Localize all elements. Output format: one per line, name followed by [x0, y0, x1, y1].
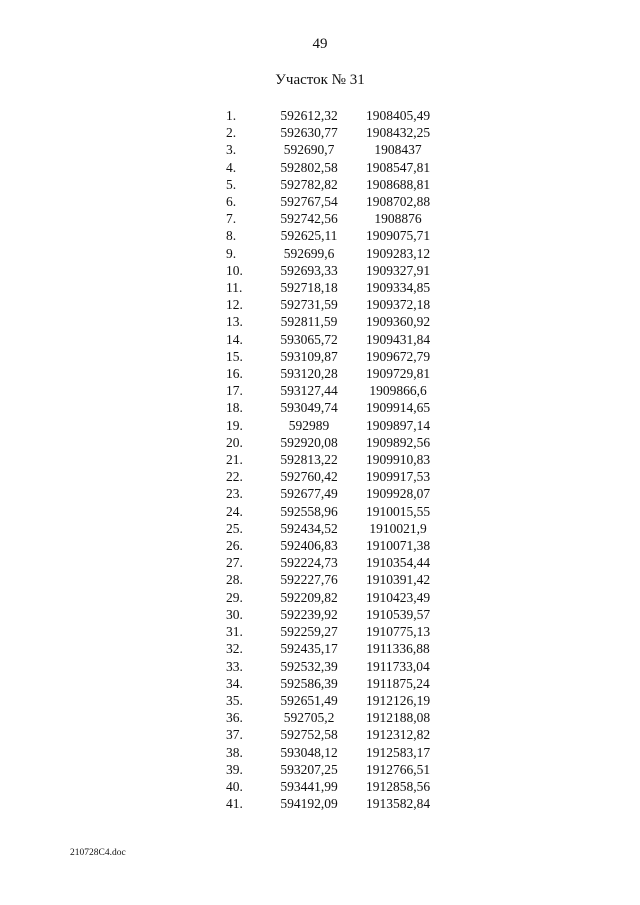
x-coordinate: 592586,39: [280, 675, 338, 691]
x-coordinate: 592718,18: [280, 280, 338, 296]
x-coordinate: 593120,28: [280, 366, 338, 382]
table-row: [226, 193, 440, 210]
x-coordinate: 592224,73: [280, 555, 338, 571]
y-coordinate: 1909917,53: [365, 469, 431, 485]
point-number: 6.: [226, 194, 237, 210]
y-coordinate: 1909327,91: [365, 262, 431, 278]
point-number: 19.: [226, 417, 243, 433]
table-row: [226, 744, 440, 761]
table-row: [226, 554, 440, 571]
x-coordinate: 593441,99: [280, 778, 338, 794]
x-coordinate: 592752,58: [280, 727, 338, 743]
point-number: 25.: [226, 520, 243, 536]
page-number: 49: [312, 36, 328, 52]
table-row: [226, 503, 440, 520]
x-coordinate: 592435,17: [280, 641, 338, 657]
y-coordinate: 1911875,24: [366, 675, 430, 691]
point-number: 37.: [226, 727, 243, 743]
point-number: 14.: [226, 331, 243, 347]
x-coordinate: 592811,59: [280, 314, 338, 330]
table-row: [226, 692, 440, 709]
x-coordinate: 592693,33: [280, 262, 338, 278]
x-coordinate: 592259,27: [280, 624, 338, 640]
y-coordinate: 1910539,57: [365, 606, 431, 622]
table-row: [226, 589, 440, 606]
table-row: [226, 159, 440, 176]
table-row: [226, 279, 440, 296]
y-coordinate: 1909075,71: [365, 228, 431, 244]
x-coordinate: 594192,09: [280, 796, 338, 812]
point-number: 10.: [226, 262, 243, 278]
x-coordinate: 593127,44: [280, 383, 338, 399]
x-coordinate: 592558,96: [280, 503, 338, 519]
table-row: [226, 245, 440, 262]
point-number: 17.: [226, 383, 243, 399]
point-number: 32.: [226, 641, 243, 657]
point-number: 24.: [226, 503, 243, 519]
table-row: [226, 365, 440, 382]
table-row: [226, 296, 440, 313]
y-coordinate: 1912126,19: [365, 692, 431, 708]
point-number: 11.: [226, 280, 243, 296]
table-row: [226, 262, 440, 279]
y-coordinate: 1909360,92: [365, 314, 431, 330]
table-row: [226, 313, 440, 330]
table-row: [226, 640, 440, 657]
table-row: [226, 176, 440, 193]
x-coordinate: 592760,42: [280, 469, 338, 485]
y-coordinate: 1910775,13: [365, 624, 431, 640]
table-row: [226, 107, 440, 124]
table-row: [226, 210, 440, 227]
point-number: 20.: [226, 434, 243, 450]
table-row: [226, 227, 440, 244]
y-coordinate: 1912312,82: [365, 727, 431, 743]
y-coordinate: 1909897,14: [365, 417, 431, 433]
y-coordinate: 1909431,84: [365, 331, 431, 347]
y-coordinate: 1908688,81: [365, 176, 431, 192]
y-coordinate: 1909892,56: [365, 434, 431, 450]
point-number: 18.: [226, 400, 243, 416]
x-coordinate: 592651,49: [280, 692, 338, 708]
x-coordinate: 592705,2: [283, 710, 335, 726]
point-number: 12.: [226, 297, 243, 313]
x-coordinate: 592920,08: [280, 434, 338, 450]
table-row: [226, 485, 440, 502]
table-row: [226, 417, 440, 434]
y-coordinate: 1910021,9: [369, 520, 427, 536]
y-coordinate: 1913582,84: [365, 796, 431, 812]
y-coordinate: 1912766,51: [365, 761, 431, 777]
y-coordinate: 1911733,04: [366, 658, 430, 674]
y-coordinate: 1909672,79: [365, 348, 431, 364]
point-number: 5.: [226, 176, 237, 192]
point-number: 35.: [226, 692, 243, 708]
coordinates-table-body: [226, 107, 440, 812]
y-coordinate: 1908437: [374, 142, 422, 158]
table-row: [226, 141, 440, 158]
y-coordinate: 1908405,49: [365, 108, 431, 123]
point-number: 29.: [226, 589, 243, 605]
table-row: [226, 795, 440, 812]
x-coordinate: 593065,72: [280, 331, 338, 347]
point-number: 31.: [226, 624, 243, 640]
y-coordinate: 1912188,08: [365, 710, 431, 726]
point-number: 1.: [226, 108, 237, 123]
table-row: [226, 434, 440, 451]
x-coordinate: 592782,82: [280, 176, 338, 192]
x-coordinate: 592690,7: [283, 142, 335, 158]
table-row: [226, 761, 440, 778]
point-number: 26.: [226, 538, 243, 554]
point-number: 38.: [226, 744, 243, 760]
x-coordinate: 593207,25: [280, 761, 338, 777]
point-number: 9.: [226, 245, 237, 261]
point-number: 34.: [226, 675, 243, 691]
point-number: 30.: [226, 606, 243, 622]
x-coordinate: 592813,22: [280, 452, 338, 468]
table-row: [226, 382, 440, 399]
point-number: 33.: [226, 658, 243, 674]
y-coordinate: 1910071,38: [365, 538, 431, 554]
y-coordinate: 1908432,25: [365, 125, 431, 141]
point-number: 40.: [226, 778, 243, 794]
table-row: [226, 658, 440, 675]
y-coordinate: 1909866,6: [369, 383, 427, 399]
y-coordinate: 1909283,12: [365, 245, 431, 261]
table-row: [226, 348, 440, 365]
y-coordinate: 1909910,83: [365, 452, 431, 468]
table-row: [226, 709, 440, 726]
table-row: [226, 778, 440, 795]
point-number: 4.: [226, 159, 237, 175]
y-coordinate: 1908876: [374, 211, 422, 227]
y-coordinate: 1911336,88: [366, 641, 430, 657]
point-number: 3.: [226, 142, 237, 158]
x-coordinate: 592625,11: [280, 228, 338, 244]
x-coordinate: 592802,58: [280, 159, 338, 175]
table-row: [226, 571, 440, 588]
x-coordinate: 592612,32: [280, 108, 338, 123]
x-coordinate: 592406,83: [280, 538, 338, 554]
y-coordinate: 1909928,07: [365, 486, 431, 502]
point-number: 13.: [226, 314, 243, 330]
table-row: [226, 537, 440, 554]
x-coordinate: 592239,92: [280, 606, 338, 622]
point-number: 8.: [226, 228, 237, 244]
point-number: 39.: [226, 761, 243, 777]
x-coordinate: 592227,76: [280, 572, 338, 588]
y-coordinate: 1909372,18: [365, 297, 431, 313]
coordinates-table: [226, 107, 440, 812]
point-number: 23.: [226, 486, 243, 502]
table-row: [226, 675, 440, 692]
x-coordinate: 592989: [288, 417, 330, 433]
x-coordinate: 592532,39: [280, 658, 338, 674]
y-coordinate: 1909729,81: [365, 366, 431, 382]
point-number: 21.: [226, 452, 243, 468]
x-coordinate: 593109,87: [280, 348, 338, 364]
footer-filename: 210728С4.doc: [70, 848, 126, 858]
table-row: [226, 124, 440, 141]
x-coordinate: 592699,6: [283, 245, 335, 261]
table-row: [226, 468, 440, 485]
y-coordinate: 1910423,49: [365, 589, 431, 605]
y-coordinate: 1908547,81: [365, 159, 431, 175]
y-coordinate: 1910354,44: [365, 555, 431, 571]
x-coordinate: 592630,77: [280, 125, 338, 141]
y-coordinate: 1910015,55: [365, 503, 431, 519]
point-number: 27.: [226, 555, 243, 571]
x-coordinate: 592767,54: [280, 194, 338, 210]
y-coordinate: 1909334,85: [365, 280, 431, 296]
point-number: 36.: [226, 710, 243, 726]
table-row: [226, 623, 440, 640]
point-number: 2.: [226, 125, 237, 141]
point-number: 16.: [226, 366, 243, 382]
table-row: [226, 520, 440, 537]
x-coordinate: 593048,12: [280, 744, 338, 760]
table-row: [226, 399, 440, 416]
point-number: 22.: [226, 469, 243, 485]
y-coordinate: 1910391,42: [365, 572, 431, 588]
table-row: [226, 331, 440, 348]
point-number: 41.: [226, 796, 243, 812]
x-coordinate: 592209,82: [280, 589, 338, 605]
table-row: [226, 606, 440, 623]
x-coordinate: 592742,56: [280, 211, 338, 227]
y-coordinate: 1912858,56: [365, 778, 431, 794]
table-row: [226, 726, 440, 743]
point-number: 7.: [226, 211, 237, 227]
x-coordinate: 592731,59: [280, 297, 338, 313]
y-coordinate: 1909914,65: [365, 400, 431, 416]
y-coordinate: 1912583,17: [365, 744, 431, 760]
section-title: Участок № 31: [275, 72, 365, 88]
point-number: 15.: [226, 348, 243, 364]
x-coordinate: 593049,74: [280, 400, 338, 416]
point-number: 28.: [226, 572, 243, 588]
x-coordinate: 592434,52: [280, 520, 338, 536]
y-coordinate: 1908702,88: [365, 194, 431, 210]
table-row: [226, 451, 440, 468]
x-coordinate: 592677,49: [280, 486, 338, 502]
